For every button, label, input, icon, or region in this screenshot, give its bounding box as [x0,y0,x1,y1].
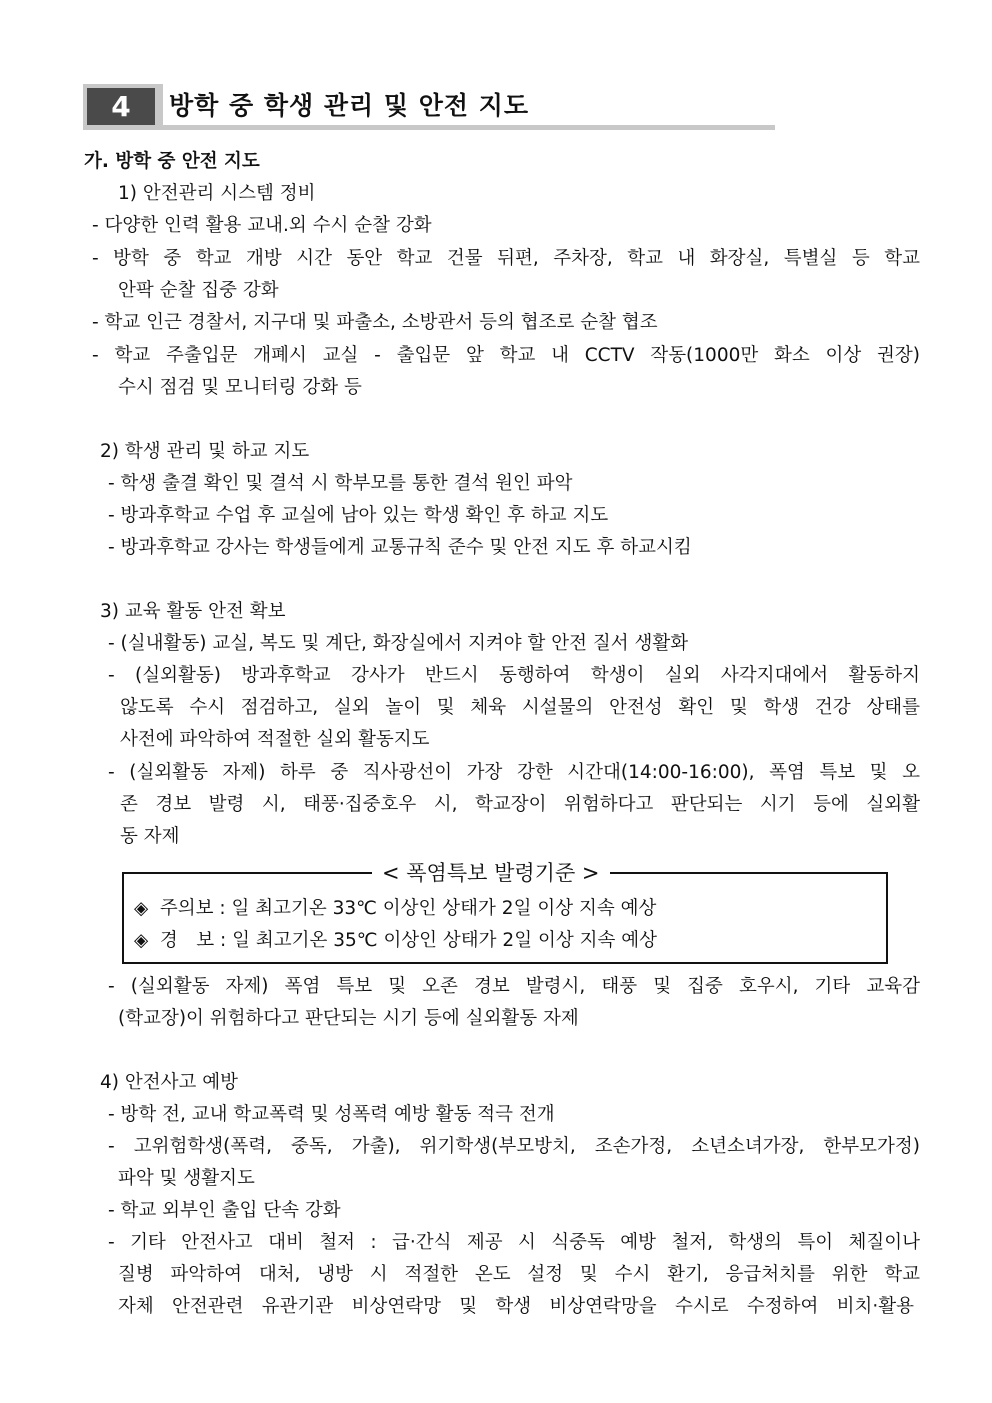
heatwave-advisory-text: 주의보 : 일 최고기온 33℃ 이상인 상태가 2일 이상 지속 예상 [159,898,657,919]
block4-item3: - 학교 외부인 출입 단속 강화 [108,1200,341,1221]
block1-heading: 1) 안전관리 시스템 정비 [118,183,316,204]
section-title: 방학 중 학생 관리 및 안전 지도 [169,91,530,120]
heatwave-advisory-row [134,897,656,921]
block3-item3: - (실외활동 자제) 하루 중 직사광선이 가장 강한 시간대(14:00-16:00), 폭염 특보 및 오 [108,762,920,783]
block4-item4-cont1: 질병 파악하여 대처, 냉방 시 적절한 온도 설정 및 수시 환기, 응급처치를 위한 학교 [118,1264,920,1285]
block3-item1: - (실내활동) 교실, 복도 및 계단, 화장실에서 지켜야 할 안전 질서 생활화 [108,633,689,654]
block3-item2: - (실외활동) 방과후학교 강사가 반드시 동행하여 학생이 실외 사각지대에서 활동하지 [108,665,920,686]
block4-item4-cont2: 자체 안전관련 유관기관 비상연락망 및 학생 비상연락망을 수시로 수정하여 비치·활용 [118,1296,914,1317]
block1-item4-cont: 수시 점검 및 모니터링 강화 등 [118,377,362,398]
diamond-bullet-icon: ◈ [134,898,149,919]
header-divider [157,84,163,130]
block2-item3: - 방과후학교 강사는 학생들에게 교통규칙 준수 및 안전 지도 후 하교시킴 [108,537,692,558]
section-number: 4 [87,88,155,126]
header-underline [83,125,775,130]
heatwave-warning-text: 경 보 : 일 최고기온 35℃ 이상인 상태가 2일 이상 지속 예상 [159,930,657,951]
block3-item4: - (실외활동 자제) 폭염 특보 및 오존 경보 발령시, 태풍 및 집중 호우시, 기타 교육감 [108,976,920,997]
heatwave-criteria-title: < 폭염특보 발령기준 > [372,858,610,888]
diamond-bullet-icon: ◈ [134,930,149,951]
block4-item1: - 방학 전, 교내 학교폭력 및 성폭력 예방 활동 적극 전개 [108,1104,555,1125]
block3-item2-cont2: 사전에 파악하여 적절한 실외 활동지도 [120,729,430,750]
block1-item4: - 학교 주출입문 개폐시 교실 - 출입문 앞 학교 내 CCTV 작동(1000만 화소 이상 권장) [92,345,920,366]
block3-item3-cont1: 존 경보 발령 시, 태풍·집중호우 시, 학교장이 위험하다고 판단되는 시기 등에 실외활 [120,794,920,815]
block1-item2: - 방학 중 학교 개방 시간 동안 학교 건물 뒤편, 주차장, 학교 내 화장실, 특별실 등 학교 [92,248,920,269]
block2-item2: - 방과후학교 수업 후 교실에 남아 있는 학생 확인 후 하교 지도 [108,505,609,526]
block3-item2-cont1: 않도록 수시 점검하고, 실외 놀이 및 체육 시설물의 안전성 확인 및 학생 건강 상태를 [120,697,920,718]
section-header [83,84,775,130]
block4-heading: 4) 안전사고 예방 [100,1072,238,1093]
block3-item4-cont: (학교장)이 위험하다고 판단되는 시기 등에 실외활동 자제 [118,1008,579,1029]
block4-item2: - 고위험학생(폭력, 중독, 가출), 위기학생(부모방치, 조손가정, 소년소녀가장, 한부모가정) [108,1136,920,1157]
subsection-title: 가. 방학 중 안전 지도 [84,151,260,172]
block3-heading: 3) 교육 활동 안전 확보 [100,601,286,622]
block4-item2-cont: 파악 및 생활지도 [118,1168,255,1189]
block1-item2-cont: 안팍 순찰 집중 강화 [118,280,279,301]
block2-heading: 2) 학생 관리 및 하교 지도 [100,441,310,462]
block3-item3-cont2: 동 자제 [120,826,180,847]
heatwave-warning-row [134,929,657,953]
block1-item1: - 다양한 인력 활용 교내.외 수시 순찰 강화 [92,215,432,236]
block2-item1: - 학생 출결 확인 및 결석 시 학부모를 통한 결석 원인 파악 [108,473,573,494]
block1-item3: - 학교 인근 경찰서, 지구대 및 파출소, 소방관서 등의 협조로 순찰 협조 [92,312,658,333]
block4-item4: - 기타 안전사고 대비 철저 : 급·간식 제공 시 식중독 예방 철저, 학생의 특이 체질이나 [108,1232,920,1253]
